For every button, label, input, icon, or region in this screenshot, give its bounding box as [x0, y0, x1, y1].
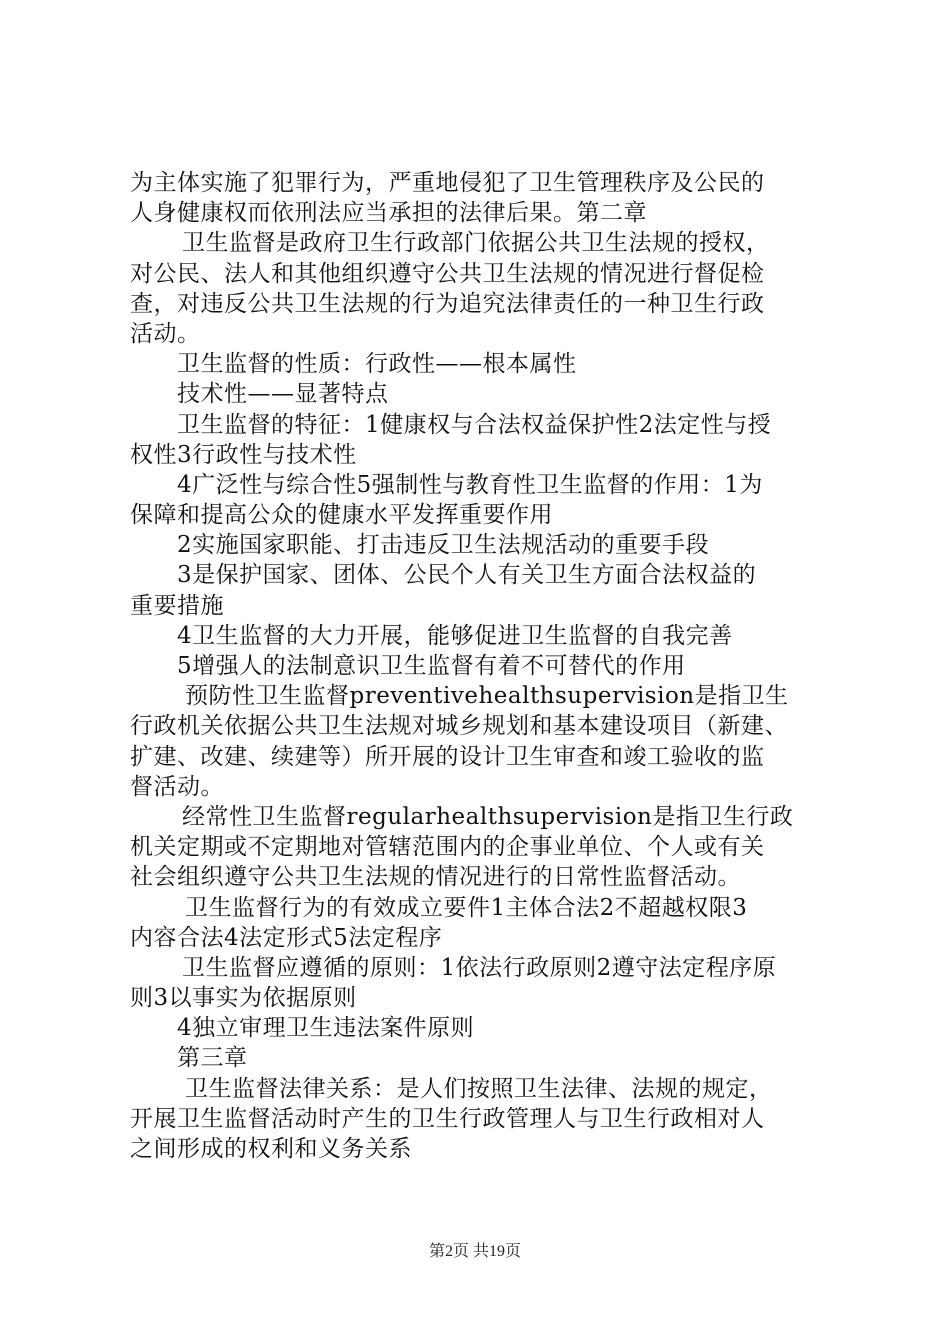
text-line: 为主体实施了犯罪行为，严重地侵犯了卫生管理秩序及公民的	[130, 170, 765, 196]
document-body	[130, 168, 835, 1164]
text-line: 开展卫生监督活动时产生的卫生行政管理人与卫生行政相对人	[130, 1105, 765, 1132]
text-line: 社会组织遵守公共卫生法规的情况进行的日常性监督活动。	[130, 864, 741, 891]
text-line: 督活动。	[130, 773, 224, 800]
text-line: 4卫生监督的大力开展，能够促进卫生监督的自我完善	[177, 622, 733, 649]
text-line: 卫生监督应遵循的原则：1依法行政原则2遵守法定程序原	[182, 954, 777, 981]
text-line: 4广泛性与综合性5强制性与教育性卫生监督的作用：1为	[177, 471, 763, 498]
text-line: 对公民、法人和其他组织遵守公共卫生法规的情况进行督促检	[130, 260, 765, 287]
text-line: 卫生监督的性质：行政性——根本属性	[177, 351, 577, 378]
text-line: 行政机关依据公共卫生法规对城乡规划和基本建设项目（新建、	[130, 713, 788, 740]
text-line: 查，对违反公共卫生法规的行为追究法律责任的一种卫生行政	[130, 290, 765, 317]
text-line: 经常性卫生监督regularhealthsupervision是指卫生行政	[182, 803, 794, 830]
text-line: 机关定期或不定期地对管辖范围内的企事业单位、个人或有关	[130, 834, 765, 861]
text-line: 4独立审理卫生违法案件原则	[177, 1015, 475, 1042]
text-line: 卫生监督的特征：1健康权与合法权益保护性2法定性与授	[177, 411, 772, 438]
text-line: 活动。	[130, 320, 201, 347]
text-line: 预防性卫生监督preventivehealthsupervision是指卫生	[185, 683, 789, 710]
text-line: 人身健康权而依刑法应当承担的法律后果。第二章	[130, 200, 647, 227]
text-line: 技术性——显著特点	[177, 381, 389, 408]
text-line: 则3以事实为依据原则	[130, 985, 357, 1012]
text-line: 内容合法4法定形式5法定程序	[130, 924, 443, 951]
text-line: 保障和提高公众的健康水平发挥重要作用	[130, 502, 553, 529]
text-line: 权性3行政性与技术性	[130, 441, 357, 468]
text-line: 卫生监督法律关系：是人们按照卫生法律、法规的规定，	[185, 1075, 773, 1102]
text-line: 之间形成的权利和义务关系	[130, 1136, 412, 1162]
chapter-heading: 第三章	[177, 1045, 248, 1072]
text-line: 卫生监督是政府卫生行政部门依据公共卫生法规的授权，	[182, 230, 770, 257]
text-line: 扩建、改建、续建等）所开展的设计卫生审查和竣工验收的监	[130, 743, 765, 770]
page-number-footer: 第2页 共19页	[428, 1243, 521, 1260]
text-line: 3是保护国家、团体、公民个人有关卫生方面合法权益的	[177, 562, 757, 589]
text-line: 重要措施	[130, 592, 224, 619]
text-line: 2实施国家职能、打击违反卫生法规活动的重要手段	[177, 532, 710, 559]
text-line: 卫生监督行为的有效成立要件1主体合法2不超越权限3	[185, 894, 748, 921]
text-line: 5增强人的法制意识卫生监督有着不可替代的作用	[177, 653, 686, 679]
